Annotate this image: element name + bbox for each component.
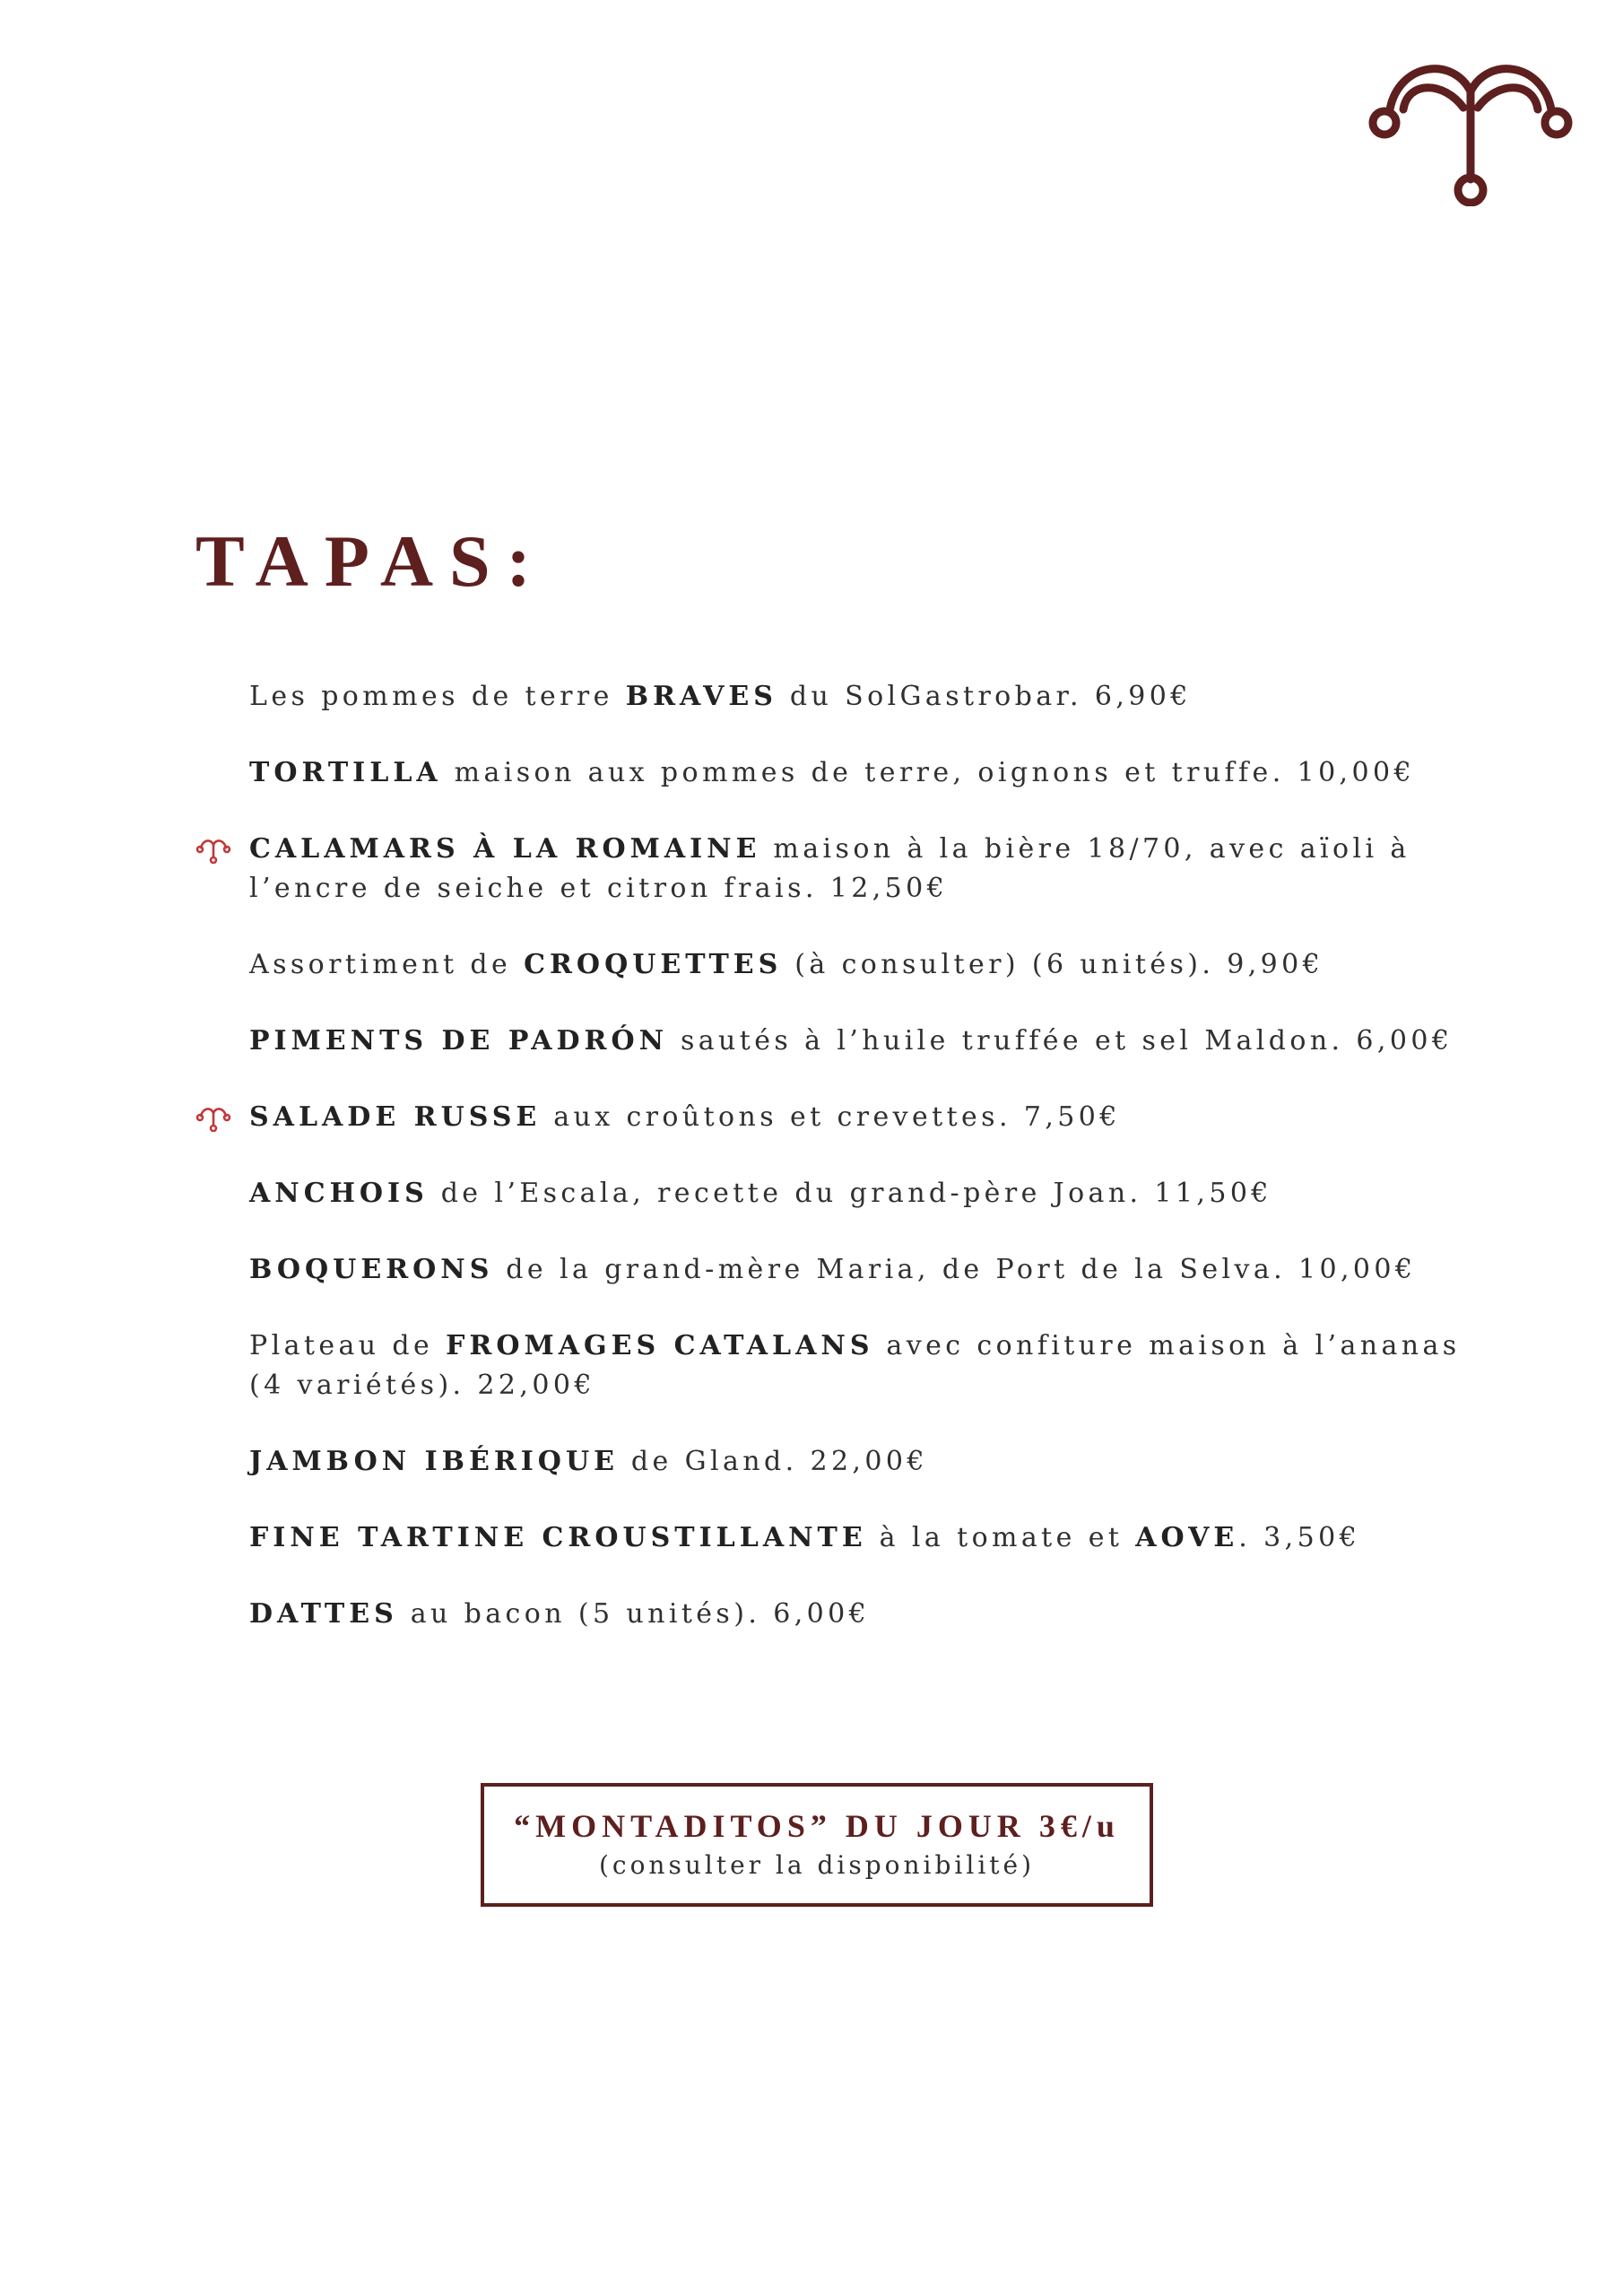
- house-specialty-icon: [195, 837, 231, 864]
- menu-item: DATTES au bacon (5 unités). 6,00€: [249, 1598, 871, 1630]
- menu-item: Les pommes de terre BRAVES du SolGastrobar. 6,90€: [249, 681, 1192, 712]
- menu-item: Plateau de FROMAGES CATALANS avec confiture maison à l’ananas (4 variétés). 22,00€: [249, 1330, 1461, 1401]
- menu-item: FINE TARTINE CROUSTILLANTE à la tomate et AOVE. 3,50€: [249, 1522, 1361, 1553]
- menu-item: CALAMARS À LA ROMAINE maison à la bière 18/70, avec aïoli à l’encre de seiche et citron frais. 12,50€: [249, 830, 1469, 909]
- menu-item: JAMBON IBÉRIQUE de Gland. 22,00€: [249, 1446, 928, 1477]
- montaditos-special-box: [481, 1783, 1153, 1907]
- special-subtitle: (consulter la disponibilité): [598, 1850, 1036, 1880]
- menu-item: PIMENTS DE PADRÓN sautés à l’huile truffée et sel Maldon. 6,00€: [249, 1025, 1454, 1057]
- special-title: “MONTADITOS” DU JOUR 3€/u: [514, 1808, 1120, 1844]
- menu-item: SALADE RUSSE aux croûtons et crevettes. 7,50€: [249, 1098, 1469, 1137]
- page-title: TAPAS:: [195, 520, 547, 602]
- tapas-menu-list: [249, 677, 1469, 1671]
- jester-hat-icon: [1363, 45, 1578, 206]
- menu-item: Assortiment de CROQUETTES (à consulter) (6 unités). 9,90€: [249, 949, 1324, 980]
- house-specialty-icon: [195, 1105, 231, 1132]
- menu-item: ANCHOIS de l’Escala, recette du grand-père Joan. 11,50€: [249, 1178, 1272, 1209]
- menu-item: TORTILLA maison aux pommes de terre, oignons et truffe. 10,00€: [249, 757, 1415, 788]
- menu-item: BOQUERONS de la grand-mère Maria, de Port de la Selva. 10,00€: [249, 1254, 1417, 1285]
